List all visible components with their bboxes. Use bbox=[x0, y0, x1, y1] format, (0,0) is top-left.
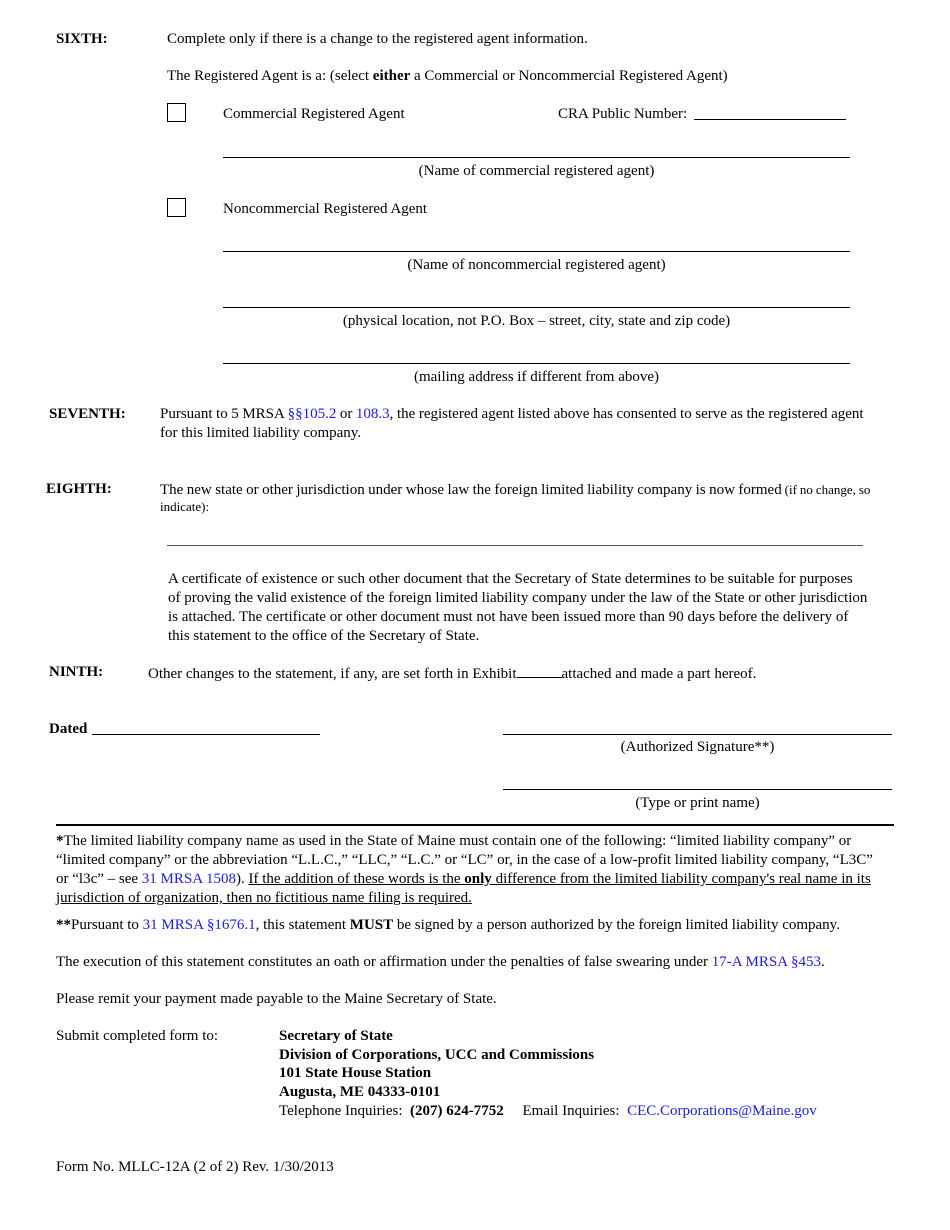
physical-location-field[interactable] bbox=[223, 307, 850, 308]
cra-public-number-label: CRA Public Number: bbox=[558, 106, 688, 122]
oath-statement: The execution of this statement constitutes an oath or affirmation under the penalties of false swearing under 17-A MRSA §453. bbox=[56, 954, 825, 970]
agent-type-instruction: The Registered Agent is a: (select either a Commercial or Noncommercial Registered Agent) bbox=[167, 68, 728, 84]
link-5-mrsa-108-3[interactable]: 108.3 bbox=[355, 406, 390, 422]
seventh-heading: SEVENTH: bbox=[49, 406, 126, 422]
commercial-agent-name-caption: (Name of commercial registered agent) bbox=[418, 163, 655, 179]
noncommercial-agent-checkbox[interactable] bbox=[167, 198, 186, 217]
submit-label: Submit completed form to: bbox=[56, 1028, 219, 1044]
address-line: Augusta, ME 04333-0101 bbox=[279, 1084, 441, 1100]
ninth-heading: NINTH: bbox=[49, 664, 104, 680]
authorized-signature-field[interactable] bbox=[503, 734, 892, 735]
certificate-line: A certificate of existence or such other document that the Secretary of State determines to be suitable for purposes bbox=[168, 571, 853, 587]
section-divider bbox=[56, 824, 894, 826]
print-name-caption: (Type or print name) bbox=[635, 795, 760, 811]
address-line: Division of Corporations, UCC and Commissions bbox=[279, 1047, 595, 1063]
email-link[interactable]: CEC.Corporations@Maine.gov bbox=[627, 1103, 817, 1119]
eighth-heading: EIGHTH: bbox=[46, 481, 112, 497]
ninth-text: Other changes to the statement, if any, are set forth in Exhibit attached and made a part hereof. bbox=[148, 663, 756, 684]
jurisdiction-field[interactable] bbox=[167, 545, 863, 546]
commercial-agent-checkbox[interactable] bbox=[167, 103, 186, 122]
footnote-signature-requirement: **Pursuant to 31 MRSA §1676.1, this statement MUST be signed by a person authorized by the foreign limited liability company. bbox=[56, 917, 840, 933]
contact-line: Telephone Inquiries: (207) 624-7752 Email Inquiries: CEC.Corporations@Maine.gov bbox=[279, 1103, 817, 1119]
certificate-line: is attached. The certificate or other document must not have been issued more than 90 days before the delivery of bbox=[168, 609, 849, 625]
link-31-mrsa-1676-1[interactable]: 31 MRSA §1676.1 bbox=[142, 917, 256, 933]
physical-location-caption: (physical location, not P.O. Box – street, city, state and zip code) bbox=[342, 313, 731, 329]
print-name-field[interactable] bbox=[503, 789, 892, 790]
commercial-agent-label: Commercial Registered Agent bbox=[223, 106, 405, 122]
mailing-address-field[interactable] bbox=[223, 363, 850, 364]
footnote-llc-name: *The limited liability company name as used in the State of Maine must contain one of the following: “limited liability company” or “limited company” or the abbreviation “L.L.C.,” “LLC,” “L.C.” or “LC” or, in the case of a low-profit limited liability company, “L3C” or “l3c” – see 31 MRSA 1508). If the addition of these words is the only difference from the limited liability company's real name in its jurisdiction of organization, then no fictitious name filing is required. bbox=[56, 833, 873, 906]
cra-public-number-field[interactable] bbox=[694, 119, 846, 120]
exhibit-field[interactable] bbox=[517, 663, 562, 678]
certificate-paragraph bbox=[168, 570, 896, 646]
address-line: Secretary of State bbox=[279, 1028, 393, 1044]
telephone-number: (207) 624-7752 bbox=[410, 1103, 504, 1119]
seventh-text-line1: Pursuant to 5 MRSA §§105.2 or 108.3, the registered agent listed above has consented to serve as the registered agent bbox=[160, 406, 864, 422]
eighth-text-line2: indicate): bbox=[160, 499, 210, 514]
link-31-mrsa-1508[interactable]: 31 MRSA 1508 bbox=[141, 871, 236, 887]
certificate-line: of proving the valid existence of the foreign limited liability company under the law of the State or other jurisdiction bbox=[168, 590, 868, 606]
noncommercial-agent-name-field[interactable] bbox=[223, 251, 850, 252]
payment-instruction: Please remit your payment made payable to the Maine Secretary of State. bbox=[56, 991, 497, 1007]
eighth-text-line1: The new state or other jurisdiction under whose law the foreign limited liability company is now formed (if no change, so bbox=[160, 482, 871, 498]
seventh-text-line2: for this limited liability company. bbox=[160, 425, 362, 441]
noncommercial-agent-name-caption: (Name of noncommercial registered agent) bbox=[407, 257, 666, 273]
commercial-agent-name-field[interactable] bbox=[223, 157, 850, 158]
certificate-line: this statement to the office of the Secretary of State. bbox=[168, 628, 480, 644]
noncommercial-agent-label: Noncommercial Registered Agent bbox=[223, 201, 428, 217]
link-17a-mrsa-453[interactable]: 17-A MRSA §453 bbox=[711, 954, 821, 970]
address-line: 101 State House Station bbox=[279, 1065, 432, 1081]
form-number: Form No. MLLC-12A (2 of 2) Rev. 1/30/2013 bbox=[56, 1159, 334, 1175]
dated-label: Dated bbox=[49, 721, 88, 737]
sixth-heading: SIXTH: bbox=[56, 31, 108, 47]
link-5-mrsa-105-2[interactable]: §§105.2 bbox=[287, 406, 337, 422]
dated-field[interactable] bbox=[92, 734, 320, 735]
sixth-intro: Complete only if there is a change to the registered agent information. bbox=[167, 31, 588, 47]
authorized-signature-caption: (Authorized Signature**) bbox=[620, 739, 775, 755]
mailing-address-caption: (mailing address if different from above) bbox=[413, 369, 660, 385]
